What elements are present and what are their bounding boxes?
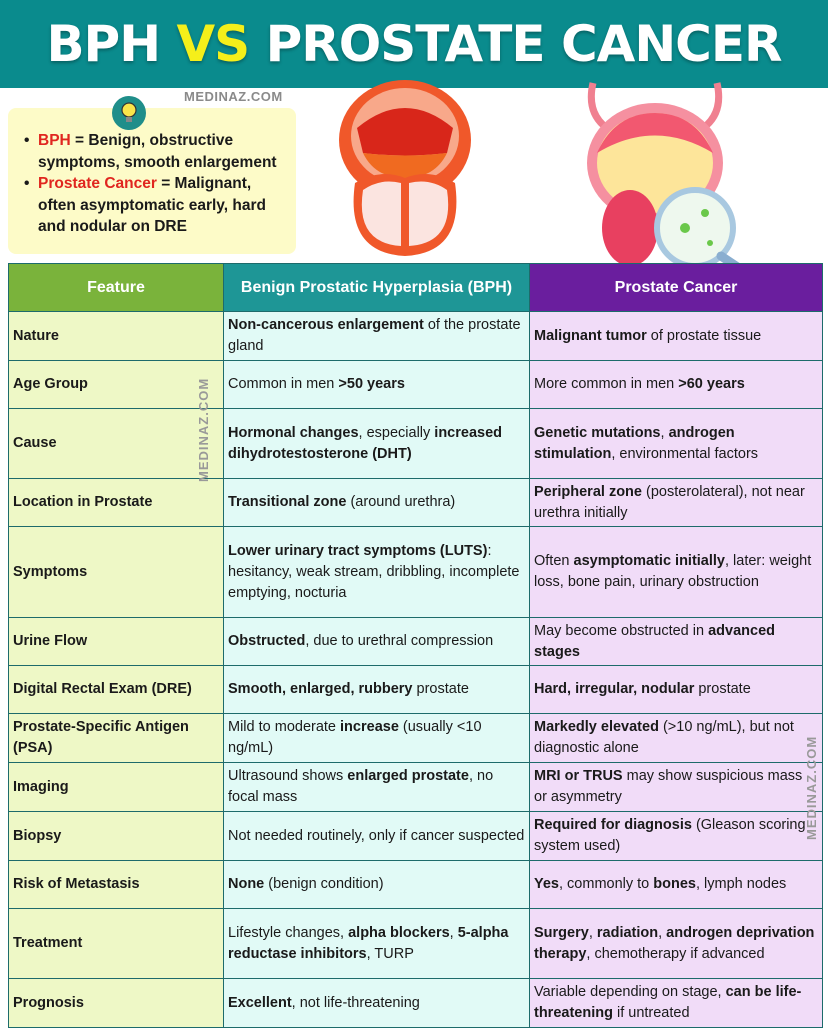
text: : hesitancy, weak stream, dribbling, incomplete emptying, nocturia	[228, 542, 520, 601]
comparison-table	[8, 263, 823, 1028]
text: Ultrasound shows	[228, 768, 348, 784]
feature-cell: Treatment	[9, 909, 224, 979]
bold-text: androgen stimulation	[534, 424, 735, 462]
bph-cell	[224, 909, 530, 979]
cancer-cell	[530, 861, 823, 909]
bold-text: Yes	[534, 876, 559, 892]
lightbulb-icon	[112, 96, 146, 130]
text: (Gleason scoring system used)	[534, 817, 806, 854]
text: Not needed routinely, only if cancer suspected	[228, 827, 525, 844]
cancer-cell	[530, 812, 823, 861]
summary-text: = Benign, obstructive symptoms, smooth enlargement	[38, 132, 277, 171]
summary-box	[8, 108, 296, 254]
text: ,	[660, 424, 669, 441]
cancer-cell	[530, 479, 823, 527]
text: may show suspicious mass or asymmetry	[534, 768, 803, 805]
text: if untreated	[612, 1005, 690, 1021]
bold-text: Obstructed	[228, 633, 306, 649]
feature-cell: Urine Flow	[9, 618, 224, 666]
bold-text: Hard, irregular, nodular	[534, 681, 695, 697]
bold-text: Markedly elevated	[534, 719, 659, 735]
text: , no focal mass	[228, 768, 494, 805]
text: , not life-threatening	[291, 994, 420, 1011]
summary-item-bph	[26, 130, 286, 173]
table-row	[9, 909, 823, 979]
header-feature: Feature	[9, 264, 224, 312]
text: , commonly to	[559, 876, 654, 892]
text: , TURP	[366, 945, 414, 962]
cancer-cell	[530, 909, 823, 979]
bold-text: Non-cancerous enlargement	[228, 317, 424, 333]
table-row	[9, 979, 823, 1028]
text: (>10 ng/mL), but not diagnostic alone	[534, 719, 794, 756]
bold-text: enlarged prostate	[347, 768, 469, 784]
feature-cell: Digital Rectal Exam (DRE)	[9, 666, 224, 714]
feature-cell: Cause	[9, 409, 224, 479]
bold-text: 5-alpha reductase inhibitors	[228, 924, 509, 962]
text: Lifestyle changes,	[228, 924, 349, 941]
text: prostate	[694, 681, 751, 697]
bph-cell	[224, 861, 530, 909]
bold-text: Excellent	[228, 994, 292, 1011]
text: (usually <10 ng/mL)	[228, 719, 482, 756]
bold-text: Surgery	[534, 924, 589, 941]
watermark-right: MEDINAZ.COM	[804, 735, 819, 840]
header-bph: Benign Prostatic Hyperplasia (BPH)	[224, 264, 530, 312]
bold-text: androgen deprivation therapy	[534, 924, 815, 962]
text: (around urethra)	[346, 494, 456, 510]
feature-cell: Location in Prostate	[9, 479, 224, 527]
text: prostate	[412, 681, 469, 697]
bold-text: advanced stages	[534, 622, 775, 660]
bph-cell	[224, 527, 530, 618]
text: (posterolateral), not near urethra initially	[534, 483, 805, 521]
cancer-cell	[530, 527, 823, 618]
feature-cell: Prognosis	[9, 979, 224, 1028]
table-row	[9, 714, 823, 763]
cancer-cell	[530, 409, 823, 479]
text: More common in men	[534, 376, 679, 392]
table-row	[9, 861, 823, 909]
bold-text: >60 years	[678, 376, 745, 392]
text: , chemotherapy if advanced	[586, 945, 765, 962]
bold-text: increase	[340, 719, 399, 735]
feature-cell: Risk of Metastasis	[9, 861, 224, 909]
bold-text: None	[228, 876, 265, 892]
title-banner	[0, 0, 828, 88]
table-row	[9, 409, 823, 479]
table-row	[9, 763, 823, 812]
text: ,	[449, 924, 458, 941]
table-row	[9, 618, 823, 666]
bph-cell	[224, 714, 530, 763]
table-row	[9, 312, 823, 361]
table-row	[9, 479, 823, 527]
cancer-cell	[530, 979, 823, 1028]
bold-text: MRI or TRUS	[534, 768, 623, 784]
bold-text: Hormonal changes	[228, 424, 359, 441]
bold-text: Transitional zone	[228, 494, 347, 510]
bold-text: Peripheral zone	[534, 483, 642, 500]
table-header-row	[9, 264, 823, 312]
cancer-cell	[530, 714, 823, 763]
feature-cell: Nature	[9, 312, 224, 361]
bold-text: Smooth, enlarged, rubbery	[228, 681, 413, 697]
bold-text: Required for diagnosis	[534, 817, 692, 833]
bph-cell	[224, 812, 530, 861]
bph-cell	[224, 763, 530, 812]
feature-cell: Symptoms	[9, 527, 224, 618]
text: of prostate tissue	[646, 327, 762, 344]
feature-cell: Prostate-Specific Antigen (PSA)	[9, 714, 224, 763]
bph-cell	[224, 361, 530, 409]
watermark-top: MEDINAZ.COM	[184, 89, 283, 104]
text: , later: weight loss, bone pain, urinary obstruction	[534, 553, 812, 590]
cancer-cell	[530, 763, 823, 812]
title-bph: BPH	[46, 15, 177, 73]
cancer-cell	[530, 312, 823, 361]
text: Common in men	[228, 376, 339, 392]
bph-cell	[224, 666, 530, 714]
bold-text: asymptomatic initially	[573, 553, 725, 569]
table-row	[9, 527, 823, 618]
summary-text: = Malignant, often asymptomatic early, hard and nodular on DRE	[38, 175, 266, 235]
text: (benign condition)	[264, 876, 384, 892]
text: Often	[534, 553, 574, 569]
table-row	[9, 361, 823, 409]
table-row	[9, 666, 823, 714]
prostate-cancer-illustration	[585, 78, 785, 288]
bold-text: bones	[653, 876, 696, 892]
text: , environmental factors	[611, 445, 759, 462]
text: of the prostate gland	[228, 317, 521, 354]
text: ,	[658, 924, 667, 941]
bold-text: Malignant tumor	[534, 327, 647, 344]
bold-text: radiation	[596, 924, 659, 941]
bph-cell	[224, 618, 530, 666]
bold-text: alpha blockers	[348, 924, 450, 941]
bph-cell	[224, 979, 530, 1028]
bold-text: Lower urinary tract symptoms (LUTS)	[228, 542, 488, 559]
watermark-left: MEDINAZ.COM	[196, 377, 211, 482]
text: ,	[588, 924, 597, 941]
text: , due to urethral compression	[305, 633, 494, 649]
page-title	[46, 15, 781, 73]
bph-cell	[224, 479, 530, 527]
bold-text: increased dihydrotestosterone (DHT)	[228, 424, 503, 462]
bold-text: Genetic mutations	[534, 424, 661, 441]
summary-term: BPH	[38, 132, 71, 149]
cancer-cell	[530, 666, 823, 714]
title-prostate-cancer: PROSTATE CANCER	[249, 15, 782, 73]
feature-cell: Biopsy	[9, 812, 224, 861]
feature-cell: Imaging	[9, 763, 224, 812]
bold-text: can be life-threatening	[534, 984, 802, 1021]
text: May become obstructed in	[534, 622, 709, 639]
feature-cell: Age Group	[9, 361, 224, 409]
bph-cell	[224, 312, 530, 361]
text: Variable depending on stage,	[534, 984, 726, 1000]
bph-prostate-illustration	[335, 78, 475, 256]
bph-cell	[224, 409, 530, 479]
text: , lymph nodes	[695, 876, 787, 892]
summary-term: Prostate Cancer	[38, 175, 157, 192]
text: Mild to moderate	[228, 719, 341, 735]
text: , especially	[358, 424, 435, 441]
cancer-cell	[530, 361, 823, 409]
summary-item-cancer	[26, 173, 286, 238]
cancer-cell	[530, 618, 823, 666]
header-prostate-cancer: Prostate Cancer	[530, 264, 823, 312]
table-row	[9, 812, 823, 861]
bold-text: >50 years	[338, 376, 405, 392]
title-vs: VS	[176, 15, 250, 73]
